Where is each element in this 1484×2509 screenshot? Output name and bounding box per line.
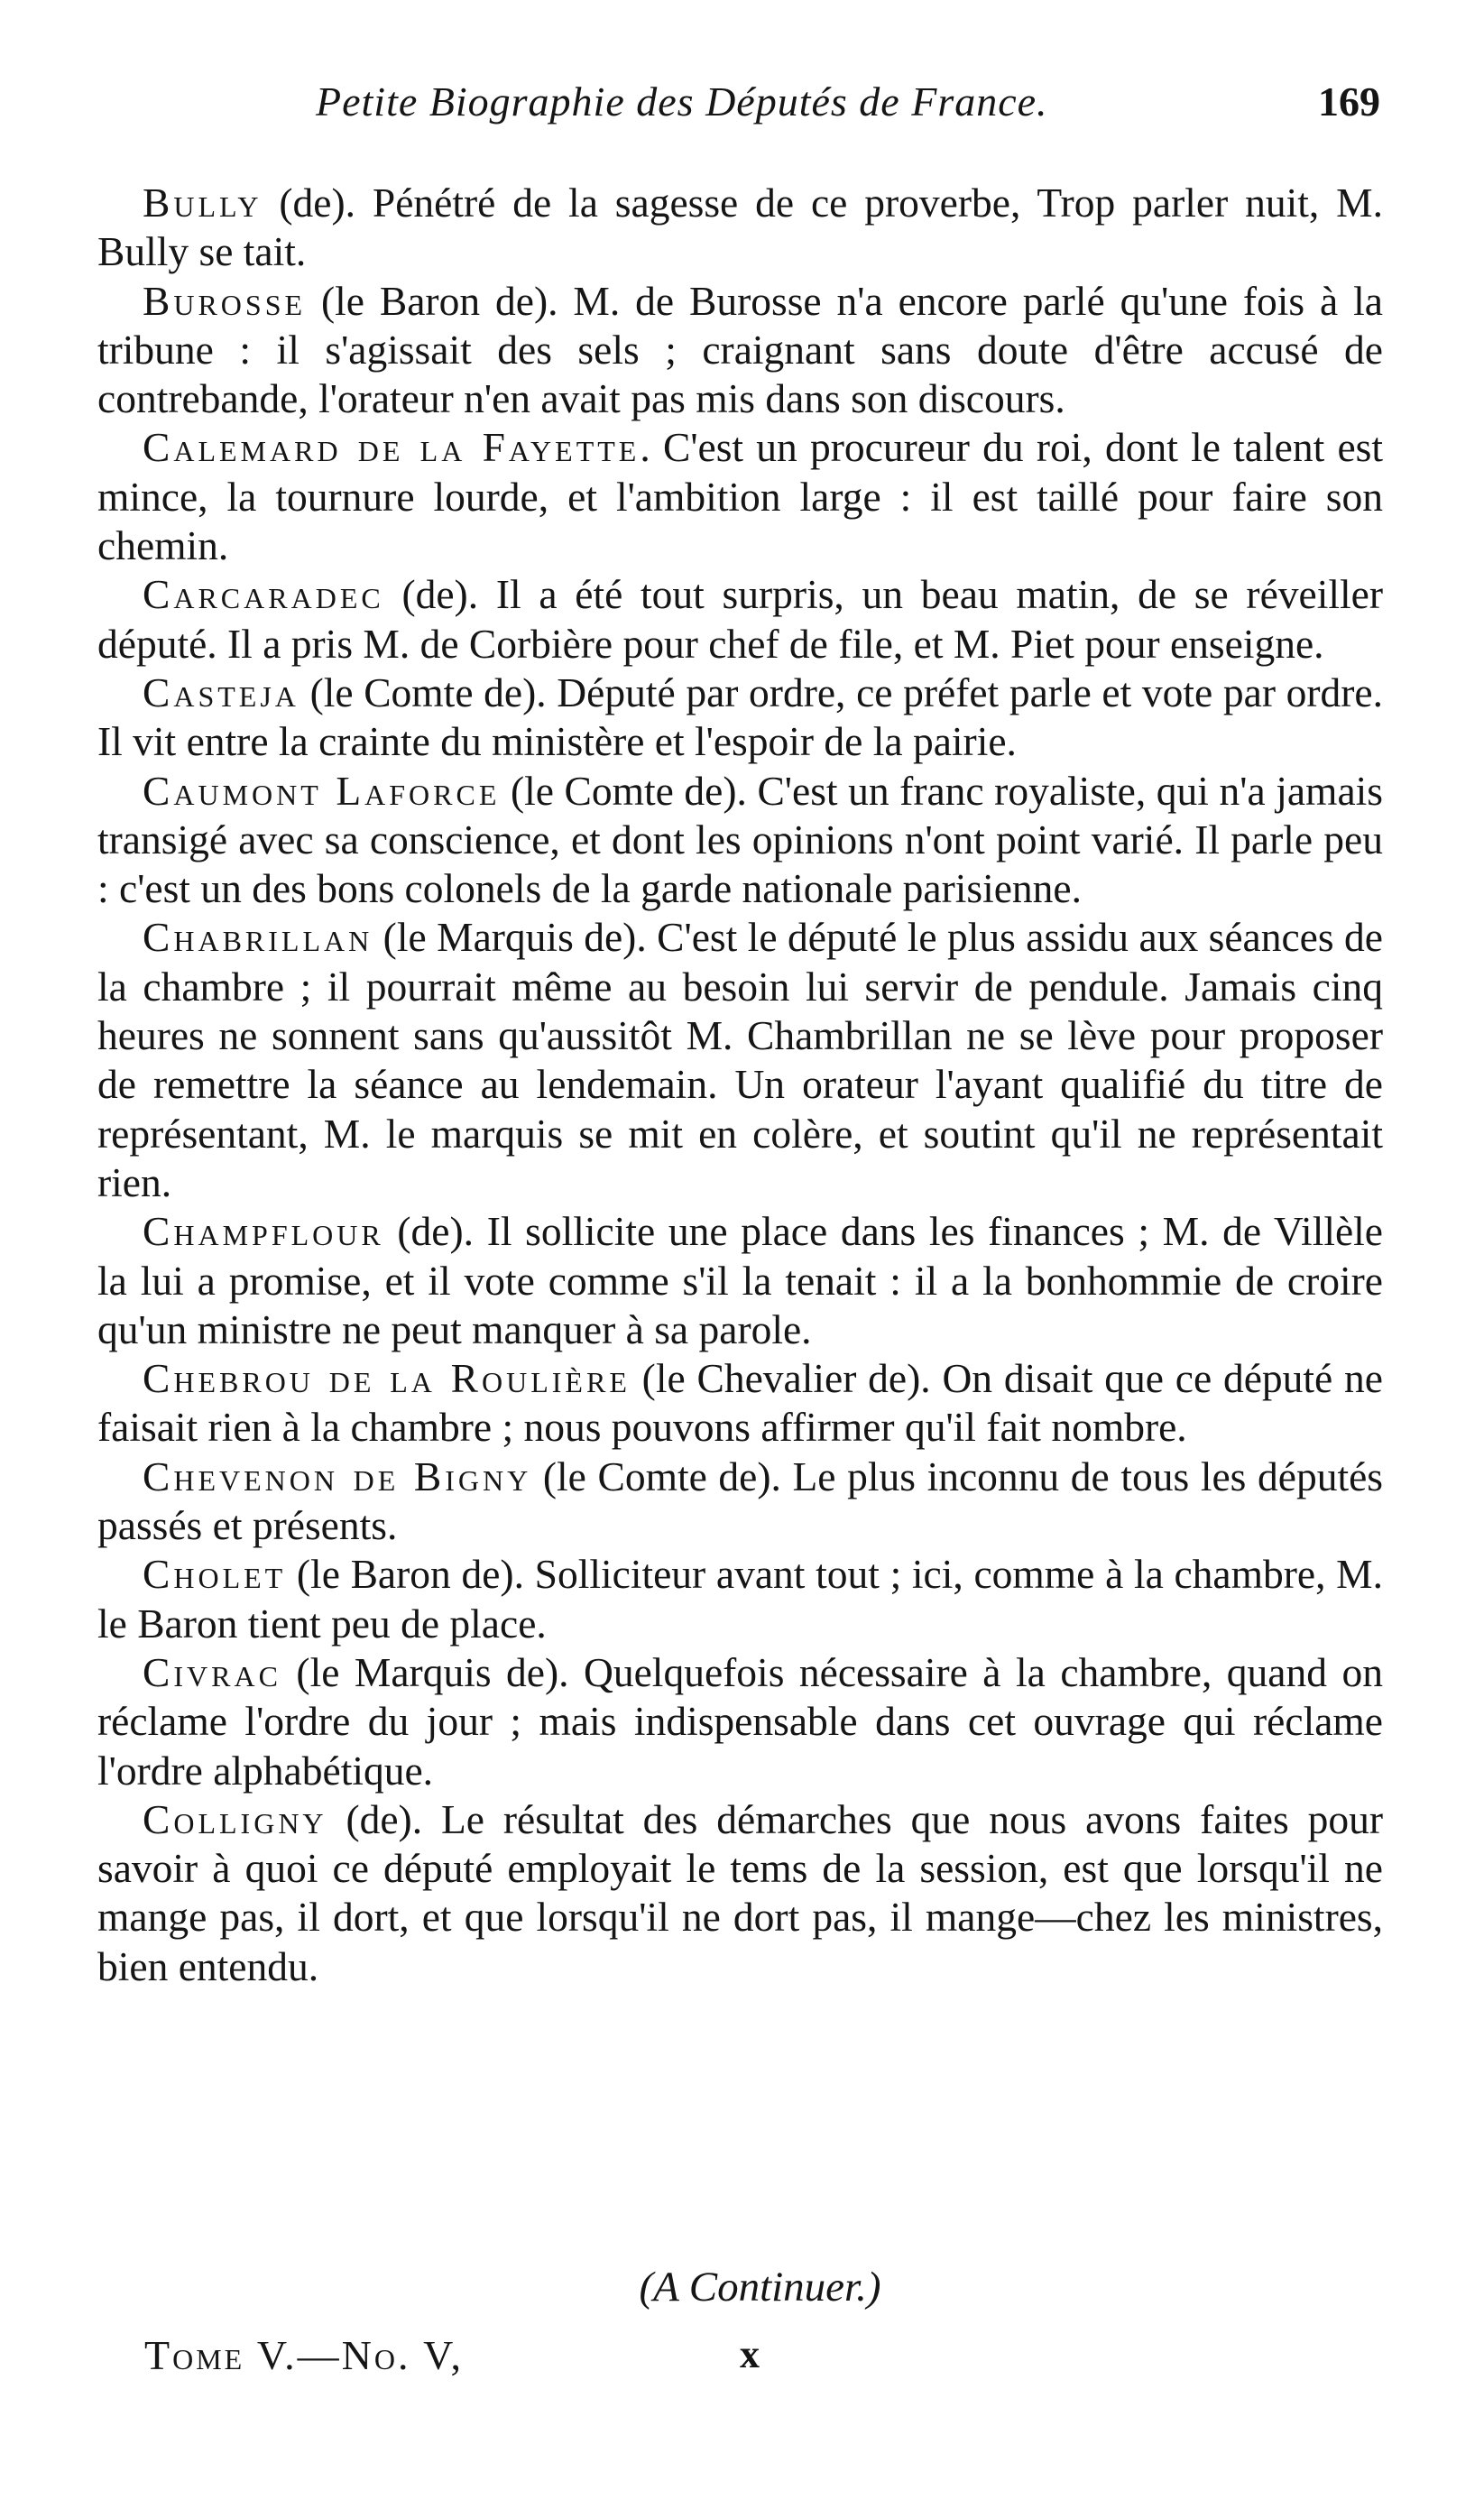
entry-name: Colligny (143, 1795, 327, 1842)
page-footer (144, 2331, 1046, 2394)
entry-champflour (97, 1207, 1383, 1354)
entry-title: (le Baron de). (306, 277, 558, 324)
entry-text: Quelquefois nécessaire à la chambre, quand on réclame l'ordre du jour ; mais indispensable dans cet ouvrage qui réclame l'ordre alphabétique. (97, 1648, 1383, 1794)
entry-name: Champflour (143, 1208, 384, 1255)
signature-mark: x (740, 2332, 760, 2376)
entry-name: Civrac (143, 1648, 281, 1695)
entry-name: Burosse (143, 277, 307, 324)
entry-calemard (97, 423, 1383, 570)
entry-title: (de). (383, 1208, 475, 1255)
entry-colligny (97, 1795, 1383, 1991)
entry-title: (le Comte de). (299, 669, 547, 715)
entry-casteja (97, 669, 1383, 767)
entry-name: Cholet (143, 1551, 287, 1598)
entry-title: (de). (262, 180, 355, 226)
entry-caumont-laforce (97, 767, 1383, 914)
entry-name: Chevenon de Bigny (143, 1453, 532, 1499)
entry-text: C'est un franc royaliste, qui n'a jamais transigé avec sa conscience, et dont les opinions n'ont point varié. Il parle peu : c'est un des bons colonels de la garde nationale parisienne. (97, 767, 1383, 912)
entry-title: (le Comte de). (531, 1453, 781, 1499)
entry-text: Pénétré de la sagesse de ce proverbe, Trop parler nuit, M. Bully se tait. (97, 180, 1383, 275)
entry-text: Il a été tout surpris, un beau matin, de se réveiller député. Il a pris M. de Corbière pour chef de file, et M. Piet pour enseigne. (97, 571, 1383, 667)
page-number: 169 (1318, 78, 1380, 125)
entry-civrac (97, 1648, 1383, 1795)
running-title: Petite Biographie des Députés de France. (316, 78, 1048, 125)
entry-text: C'est le député le plus assidu aux séances de la chambre ; il pourrait même au besoin lui servir de pendule. Jamais cinq heures ne sonnent sans qu'aussitôt M. Chambrillan ne se lève pour proposer de remettre la séance au lendemain. Un orateur l'ayant qualifié du titre de représentant, M. le marquis se mit en colère, et soutint qu'il ne représentait rien. (97, 914, 1383, 1205)
entry-cholet (97, 1550, 1383, 1648)
entry-title: (le Marquis de). (373, 914, 647, 961)
entry-text: Député par ordre, ce préfet parle et vote par ordre. Il vit entre la crainte du ministère et l'espoir de la pairie. (97, 669, 1383, 765)
entry-chevenon (97, 1453, 1383, 1551)
entry-burosse (97, 277, 1383, 424)
entry-text: Il sollicite une place dans les finances ; M. de Villèle la lui a promise, et il vote comme s'il la tenait : il a la bonhommie de croire qu'un ministre ne peut manquer à sa parole. (97, 1208, 1384, 1352)
entry-name: Bully (143, 180, 263, 226)
entry-name: Chabrillan (143, 914, 373, 961)
entry-text: Solliciteur avant tout ; ici, comme à la chambre, M. le Baron tient peu de place. (97, 1551, 1384, 1647)
entry-title: (le Chevalier de). (630, 1355, 931, 1402)
entry-chebrou (97, 1354, 1383, 1453)
to-be-continued-note: (A Continuer.) (639, 2264, 881, 2311)
entry-name: Carcaradec (143, 571, 384, 618)
entry-text: C'est un procureur du roi, dont le talent est mince, la tournure lourde, et l'ambition large : il est taillé pour faire son chemin. (97, 424, 1383, 569)
entry-title: (le Comte de). (500, 767, 747, 814)
entry-name: Calemard de la Fayette (143, 424, 641, 471)
entry-text: Le plus inconnu de tous les députés passés et présents. (97, 1453, 1383, 1549)
entry-title: . (640, 424, 650, 471)
entry-title: (de). (327, 1795, 423, 1842)
entry-carcaradec (97, 570, 1383, 669)
entry-chabrillan (97, 913, 1383, 1207)
entry-title: (le Marquis de). (281, 1648, 569, 1695)
entry-title: (de). (383, 571, 479, 618)
entry-text: M. de Burosse n'a encore parlé qu'une fois à la tribune : il s'agissait des sels ; craignant sans doute d'être accusé de contrebande, l'orateur n'en avait pas mis dans son discours. (97, 277, 1384, 422)
entry-name: Casteja (143, 669, 300, 715)
entry-title: (le Baron de). (286, 1551, 524, 1598)
entry-name: Chebrou de la Roulière (143, 1355, 631, 1402)
volume-number: Tome V.—No. V, (144, 2332, 464, 2378)
biography-entries (97, 179, 1383, 1991)
entry-text: On disait que ce député ne faisait rien à la chambre ; nous pouvons affirmer qu'il fait nombre. (97, 1355, 1384, 1451)
entry-text: Le résultat des démarches que nous avons faites pour savoir à quoi ce député employait le tems de la session, est que lorsqu'il ne mange pas, il dort, et que lorsqu'il ne dort pas, il mange—chez les ministres, bien entendu. (97, 1795, 1383, 1989)
running-header (316, 78, 1380, 141)
entry-bully (97, 179, 1383, 277)
entry-name: Caumont Laforce (143, 767, 501, 814)
